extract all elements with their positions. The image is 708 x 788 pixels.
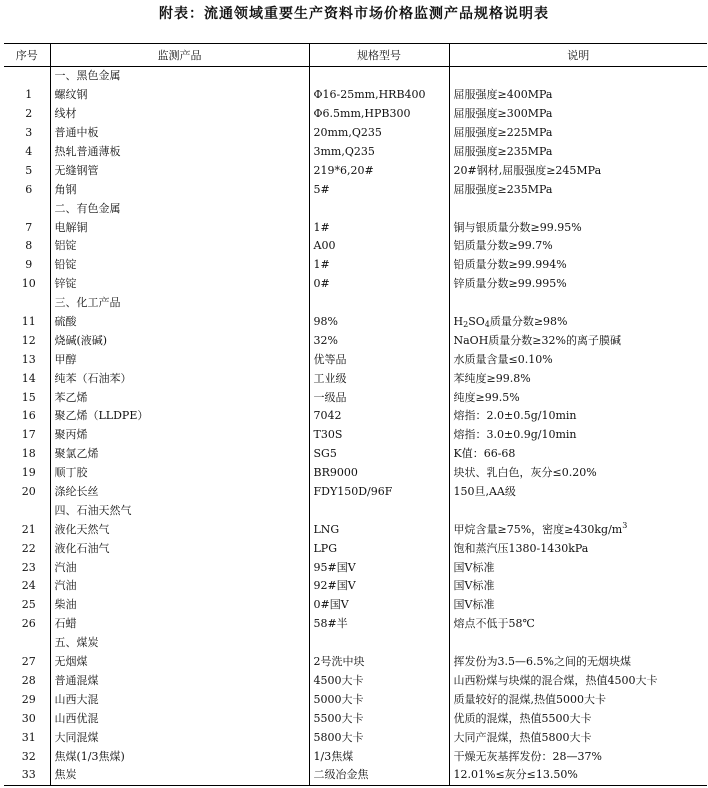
cell-desc: 熔指：3.0±0.9g/10min xyxy=(449,426,707,445)
cell-product: 硫酸 xyxy=(50,313,309,332)
cell-spec: 0# xyxy=(309,275,449,294)
cell-product: 顺丁胶 xyxy=(50,464,309,483)
cell-product: 大同混煤 xyxy=(50,728,309,747)
cell-spec: 5# xyxy=(309,180,449,199)
cell-num: 6 xyxy=(25,182,33,196)
cell-product: 石蜡 xyxy=(50,615,309,634)
cell-spec: BR9000 xyxy=(309,464,449,483)
category-label: 二、有色金属 xyxy=(50,199,309,218)
cell-product: 山西优混 xyxy=(50,709,309,728)
cell-spec: 92#国Ⅴ xyxy=(309,577,449,596)
table-row xyxy=(4,369,707,388)
header-product: 监测产品 xyxy=(50,44,309,67)
cell-num: 7 xyxy=(25,220,33,234)
cell-spec: 95#国Ⅴ xyxy=(309,558,449,577)
cell-desc: 铅质量分数≥99.994% xyxy=(449,256,707,275)
cell-num: 29 xyxy=(21,692,36,706)
cell-spec: 1/3焦煤 xyxy=(309,747,449,766)
cell-product: 无缝钢管 xyxy=(50,161,309,180)
cell-desc: 铝质量分数≥99.7% xyxy=(449,237,707,256)
table-row xyxy=(4,426,707,445)
cell-desc: 屈服强度≥235MPa xyxy=(449,143,707,162)
page-title: 附表：流通领域重要生产资料市场价格监测产品规格说明表 xyxy=(159,6,549,22)
cell-num: 27 xyxy=(21,655,36,669)
table-row xyxy=(4,690,707,709)
cell-desc: 国Ⅴ标准 xyxy=(449,577,707,596)
cell-desc: 大同产混煤，热值5800大卡 xyxy=(449,728,707,747)
table-row xyxy=(4,105,707,124)
cell-num: 19 xyxy=(21,466,36,480)
table-row xyxy=(4,653,707,672)
cell-product: 热轧普通薄板 xyxy=(50,143,309,162)
cell-desc: 块状、乳白色，灰分≤0.20% xyxy=(449,464,707,483)
cell-num: 1 xyxy=(25,88,33,102)
cell-num xyxy=(4,199,50,218)
table-row xyxy=(4,520,707,539)
cell-desc: 水质量含量≤0.10% xyxy=(449,350,707,369)
cell-product: 液化天然气 xyxy=(50,520,309,539)
cell-desc xyxy=(449,199,707,218)
cell-spec xyxy=(309,67,449,86)
desc-part: 2 xyxy=(463,320,469,330)
cell-spec: 32% xyxy=(309,331,449,350)
cell-num: 20 xyxy=(21,485,36,499)
cell-product: 聚乙烯（LLDPE） xyxy=(50,407,309,426)
cell-num: 2 xyxy=(25,107,33,121)
cell-product: 螺纹钢 xyxy=(50,86,309,105)
cell-num: 14 xyxy=(21,371,36,385)
table-row xyxy=(4,161,707,180)
cell-num: 30 xyxy=(21,711,36,725)
cell-desc: 屈服强度≥300MPa xyxy=(449,105,707,124)
cell-num: 32 xyxy=(21,749,36,763)
cell-spec: 2号洗中块 xyxy=(309,653,449,672)
cell-num: 23 xyxy=(21,560,36,574)
cell-desc xyxy=(449,294,707,313)
table-row xyxy=(4,237,707,256)
cell-num: 24 xyxy=(21,579,36,593)
category-row xyxy=(4,634,707,653)
cell-product: 苯乙烯 xyxy=(50,388,309,407)
table-row xyxy=(4,331,707,350)
cell-num: 26 xyxy=(21,617,36,631)
table-body xyxy=(4,67,707,786)
cell-desc: 熔指：2.0±0.5g/10min xyxy=(449,407,707,426)
cell-product: 焦炭 xyxy=(50,766,309,785)
table-row xyxy=(4,388,707,407)
cell-num: 25 xyxy=(21,598,36,612)
cell-spec: T30S xyxy=(309,426,449,445)
cell-product: 柴油 xyxy=(50,596,309,615)
cell-desc: 12.01%≤灰分≤13.50% xyxy=(449,766,707,785)
table-row xyxy=(4,350,707,369)
table-row xyxy=(4,143,707,162)
cell-spec: 58#半 xyxy=(309,615,449,634)
table-row xyxy=(4,539,707,558)
cell-desc xyxy=(449,501,707,520)
cell-num xyxy=(4,634,50,653)
cell-product: 聚丙烯 xyxy=(50,426,309,445)
cell-num xyxy=(4,501,50,520)
cell-num: 8 xyxy=(25,239,33,253)
cell-num: 9 xyxy=(25,258,33,272)
desc-part: 质量分数≥98% xyxy=(489,315,568,329)
cell-spec: 219*6,20# xyxy=(309,161,449,180)
cell-spec: A00 xyxy=(309,237,449,256)
cell-spec: Φ16-25mm,HRB400 xyxy=(309,86,449,105)
table-row xyxy=(4,558,707,577)
cell-spec: 1# xyxy=(309,256,449,275)
cell-spec xyxy=(309,501,449,520)
cell-spec: 7042 xyxy=(309,407,449,426)
cell-product: 无烟煤 xyxy=(50,653,309,672)
category-row xyxy=(4,501,707,520)
cell-product: 线材 xyxy=(50,105,309,124)
desc-part: 3 xyxy=(622,520,628,530)
table-row xyxy=(4,577,707,596)
cell-num: 28 xyxy=(21,673,36,687)
cell-spec: 3mm,Q235 xyxy=(309,143,449,162)
cell-spec: FDY150D/96F xyxy=(309,483,449,502)
category-row xyxy=(4,294,707,313)
table-row xyxy=(4,86,707,105)
cell-desc: 优质的混煤，热值5500大卡 xyxy=(449,709,707,728)
table-row xyxy=(4,483,707,502)
cell-desc: 干燥无灰基挥发份：28—37% xyxy=(449,747,707,766)
cell-num: 31 xyxy=(21,730,36,744)
desc-part: SO xyxy=(468,315,485,329)
spec-table xyxy=(4,43,707,786)
category-label: 三、化工产品 xyxy=(50,294,309,313)
cell-product: 烧碱(液碱) xyxy=(50,331,309,350)
category-label: 一、黑色金属 xyxy=(50,67,309,86)
cell-num: 17 xyxy=(21,428,36,442)
cell-product: 山西大混 xyxy=(50,690,309,709)
table-row xyxy=(4,445,707,464)
cell-num: 13 xyxy=(21,352,36,366)
header-desc: 说明 xyxy=(449,44,707,67)
cell-desc: 150旦,AA级 xyxy=(449,483,707,502)
cell-num xyxy=(4,67,50,86)
table-row xyxy=(4,615,707,634)
cell-product: 聚氯乙烯 xyxy=(50,445,309,464)
cell-desc: 屈服强度≥225MPa xyxy=(449,124,707,143)
table-row xyxy=(4,407,707,426)
cell-spec: 0#国Ⅴ xyxy=(309,596,449,615)
cell-desc: K值：66-68 xyxy=(449,445,707,464)
category-row xyxy=(4,199,707,218)
cell-desc: 20#钢材,屈服强度≥245MPa xyxy=(449,161,707,180)
cell-desc: 纯度≥99.5% xyxy=(449,388,707,407)
cell-desc xyxy=(449,520,707,539)
table-row xyxy=(4,596,707,615)
cell-product: 铝锭 xyxy=(50,237,309,256)
cell-product: 涤纶长丝 xyxy=(50,483,309,502)
cell-spec: 二级冶金焦 xyxy=(309,766,449,785)
cell-product: 角钢 xyxy=(50,180,309,199)
cell-num: 15 xyxy=(21,390,36,404)
cell-spec: 5800大卡 xyxy=(309,728,449,747)
cell-num: 4 xyxy=(25,145,33,158)
cell-desc: 苯纯度≥99.8% xyxy=(449,369,707,388)
table-row xyxy=(4,180,707,199)
table-row xyxy=(4,275,707,294)
cell-desc xyxy=(449,313,707,332)
cell-desc: 饱和蒸汽压1380-1430kPa xyxy=(449,539,707,558)
table-row xyxy=(4,747,707,766)
cell-product: 纯苯（石油苯） xyxy=(50,369,309,388)
cell-desc xyxy=(449,634,707,653)
cell-desc: 铜与银质量分数≥99.95% xyxy=(449,218,707,237)
cell-num: 16 xyxy=(21,409,36,423)
header-spec: 规格型号 xyxy=(309,44,449,67)
cell-spec xyxy=(309,294,449,313)
cell-num: 21 xyxy=(21,522,36,536)
cell-product: 液化石油气 xyxy=(50,539,309,558)
table-row xyxy=(4,709,707,728)
cell-product: 铅锭 xyxy=(50,256,309,275)
cell-spec: 5500大卡 xyxy=(309,709,449,728)
cell-desc: 屈服强度≥400MPa xyxy=(449,86,707,105)
table-row xyxy=(4,766,707,785)
cell-product: 普通中板 xyxy=(50,124,309,143)
cell-num: 33 xyxy=(4,766,50,785)
cell-num xyxy=(4,294,50,313)
cell-spec: 优等品 xyxy=(309,350,449,369)
cell-product: 甲醇 xyxy=(50,350,309,369)
cell-desc: 屈服强度≥235MPa xyxy=(449,180,707,199)
table-row xyxy=(4,464,707,483)
cell-product: 电解铜 xyxy=(50,218,309,237)
cell-spec: 98% xyxy=(309,313,449,332)
cell-num: 5 xyxy=(25,163,33,177)
header-num: 序号 xyxy=(4,44,50,67)
cell-desc: 国Ⅴ标准 xyxy=(449,558,707,577)
table-row xyxy=(4,256,707,275)
cell-spec: 4500大卡 xyxy=(309,672,449,691)
category-label: 五、煤炭 xyxy=(50,634,309,653)
cell-spec xyxy=(309,634,449,653)
table-row xyxy=(4,313,707,332)
cell-spec xyxy=(309,199,449,218)
table-row xyxy=(4,124,707,143)
cell-product: 普通混煤 xyxy=(50,672,309,691)
cell-desc: 熔点不低于58℃ xyxy=(449,615,707,634)
cell-num: 10 xyxy=(21,277,36,291)
cell-desc: 国Ⅴ标准 xyxy=(449,596,707,615)
cell-desc: 山西粉煤与块煤的混合煤，热值4500大卡 xyxy=(449,672,707,691)
category-label: 四、石油天然气 xyxy=(50,501,309,520)
cell-product: 锌锭 xyxy=(50,275,309,294)
desc-part: H xyxy=(453,315,464,329)
cell-spec: 1# xyxy=(309,218,449,237)
desc-part: 甲烷含量≥75%，密度≥430kg/m xyxy=(453,522,623,536)
table-row xyxy=(4,218,707,237)
cell-product: 焦煤(1/3焦煤) xyxy=(50,747,309,766)
cell-num: 12 xyxy=(21,333,36,347)
cell-desc: 锌质量分数≥99.995% xyxy=(449,275,707,294)
desc-part: 4 xyxy=(484,320,490,330)
cell-spec: SG5 xyxy=(309,445,449,464)
table-header-row xyxy=(4,44,707,67)
cell-spec: LNG xyxy=(309,520,449,539)
cell-spec: 一级品 xyxy=(309,388,449,407)
cell-spec: 工业级 xyxy=(309,369,449,388)
cell-num: 22 xyxy=(21,541,36,555)
cell-spec: LPG xyxy=(309,539,449,558)
cell-product: 汽油 xyxy=(50,558,309,577)
cell-spec: Φ6.5mm,HPB300 xyxy=(309,105,449,124)
cell-product: 汽油 xyxy=(50,577,309,596)
cell-num: 11 xyxy=(21,315,36,329)
cell-desc: 挥发份为3.5—6.5%之间的无烟块煤 xyxy=(449,653,707,672)
category-row xyxy=(4,67,707,86)
cell-desc: 质量较好的混煤,热值5000大卡 xyxy=(449,690,707,709)
cell-desc: NaOH质量分数≥32%的离子膜碱 xyxy=(449,331,707,350)
cell-desc xyxy=(449,67,707,86)
cell-num: 3 xyxy=(25,126,33,140)
cell-spec: 20mm,Q235 xyxy=(309,124,449,143)
cell-num: 18 xyxy=(21,447,36,461)
table-row xyxy=(4,728,707,747)
table-row xyxy=(4,672,707,691)
cell-spec: 5000大卡 xyxy=(309,690,449,709)
